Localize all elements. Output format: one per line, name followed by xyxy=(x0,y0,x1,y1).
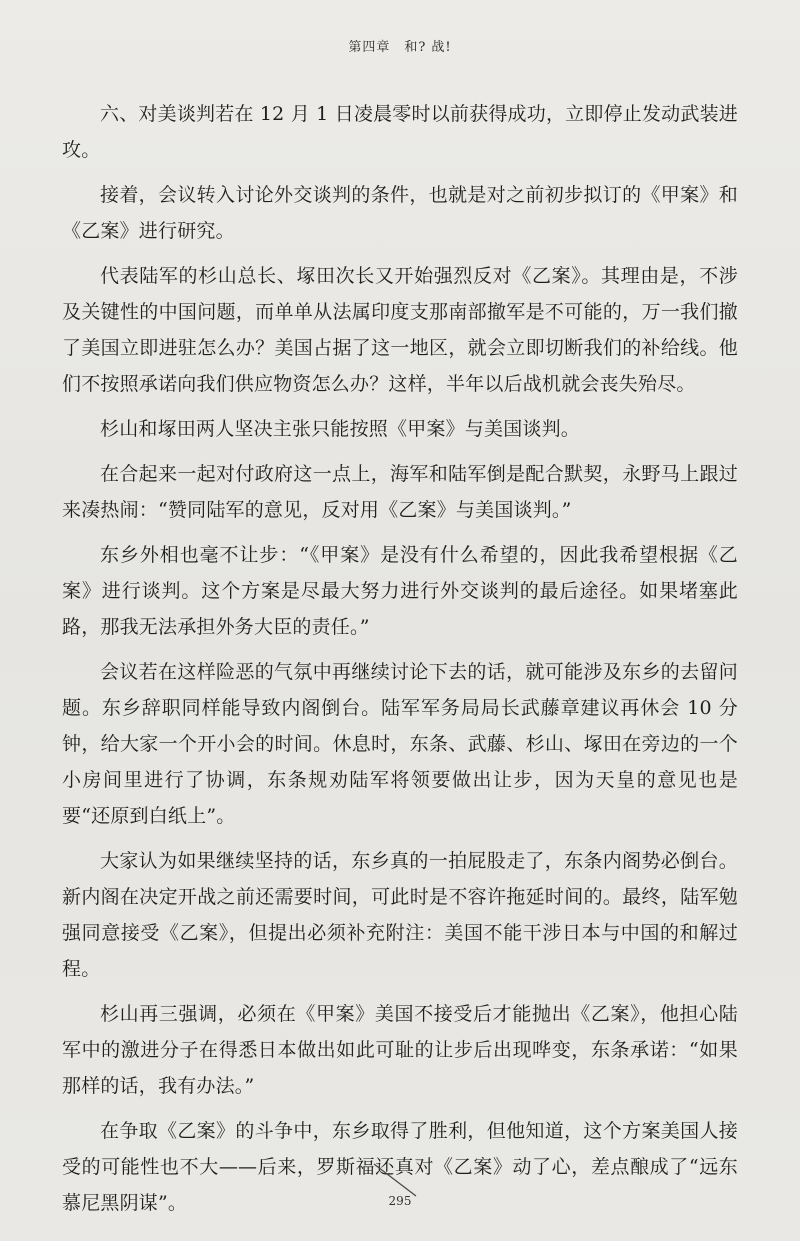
paragraph: 杉山再三强调，必须在《甲案》美国不接受后才能抛出《乙案》，他担心陆军中的激进分子在得悉日本做出如此可耻的让步后出现哗变，东条承诺：“如果那样的话，我有办法。” xyxy=(62,1003,738,1097)
paragraph: 代表陆军的杉山总长、塚田次长又开始强烈反对《乙案》。其理由是，不涉及关键性的中国问题，而单单从法属印度支那南部撤军是不可能的，万一我们撤了美国立即进驻怎么办？美国占据了这一地区，就会立即切断我们的补给线。他们不按照承诺向我们供应物资怎么办？这样，半年以后战机就会丧失殆尽。 xyxy=(62,265,738,395)
paragraph: 六、对美谈判若在 12 月 1 日凌晨零时以前获得成功，立即停止发动武装进攻。 xyxy=(62,103,738,161)
body-text xyxy=(62,96,738,1230)
paragraph: 在争取《乙案》的斗争中，东乡取得了胜利，但他知道，这个方案美国人接受的可能性也不大——后来，罗斯福还真对《乙案》动了心，差点酿成了“远东慕尼黑阴谋”。 xyxy=(62,1120,738,1214)
paragraph: 大家认为如果继续坚持的话，东乡真的一拍屁股走了，东条内阁势必倒台。新内阁在决定开战之前还需要时间，可此时是不容许拖延时间的。最终，陆军勉强同意接受《乙案》，但提出必须补充附注：美国不能干涉日本与中国的和解过程。 xyxy=(62,850,738,980)
paragraph: 在合起来一起对付政府这一点上，海军和陆军倒是配合默契，永野马上跟过来凑热闹：“赞同陆军的意见，反对用《乙案》与美国谈判。” xyxy=(62,463,738,521)
running-head: 第四章 和? 战! xyxy=(348,40,452,55)
page-number: 295 xyxy=(388,1194,412,1208)
paragraph: 杉山和塚田两人坚决主张只能按照《甲案》与美国谈判。 xyxy=(100,418,581,440)
paragraph: 东乡外相也毫不让步：“《甲案》是没有什么希望的，因此我希望根据《乙案》进行谈判。这个方案是尽最大努力进行外交谈判的最后途径。如果堵塞此路，那我无法承担外务大臣的责任。” xyxy=(62,544,738,638)
paragraph: 接着，会议转入讨论外交谈判的条件，也就是对之前初步拟订的《甲案》和《乙案》进行研究。 xyxy=(62,184,738,242)
paragraph: 会议若在这样险恶的气氛中再继续讨论下去的话，就可能涉及东乡的去留问题。东乡辞职同样能导致内阁倒台。陆军军务局局长武藤章建议再休会 10 分钟，给大家一个开小会的时间。休息时，东条、武藤、杉山、塚田在旁边的一个小房间里进行了协调，东条规劝陆军将领要做出让步，因为天皇的意见也是要“还原到白纸上”。 xyxy=(62,661,738,827)
